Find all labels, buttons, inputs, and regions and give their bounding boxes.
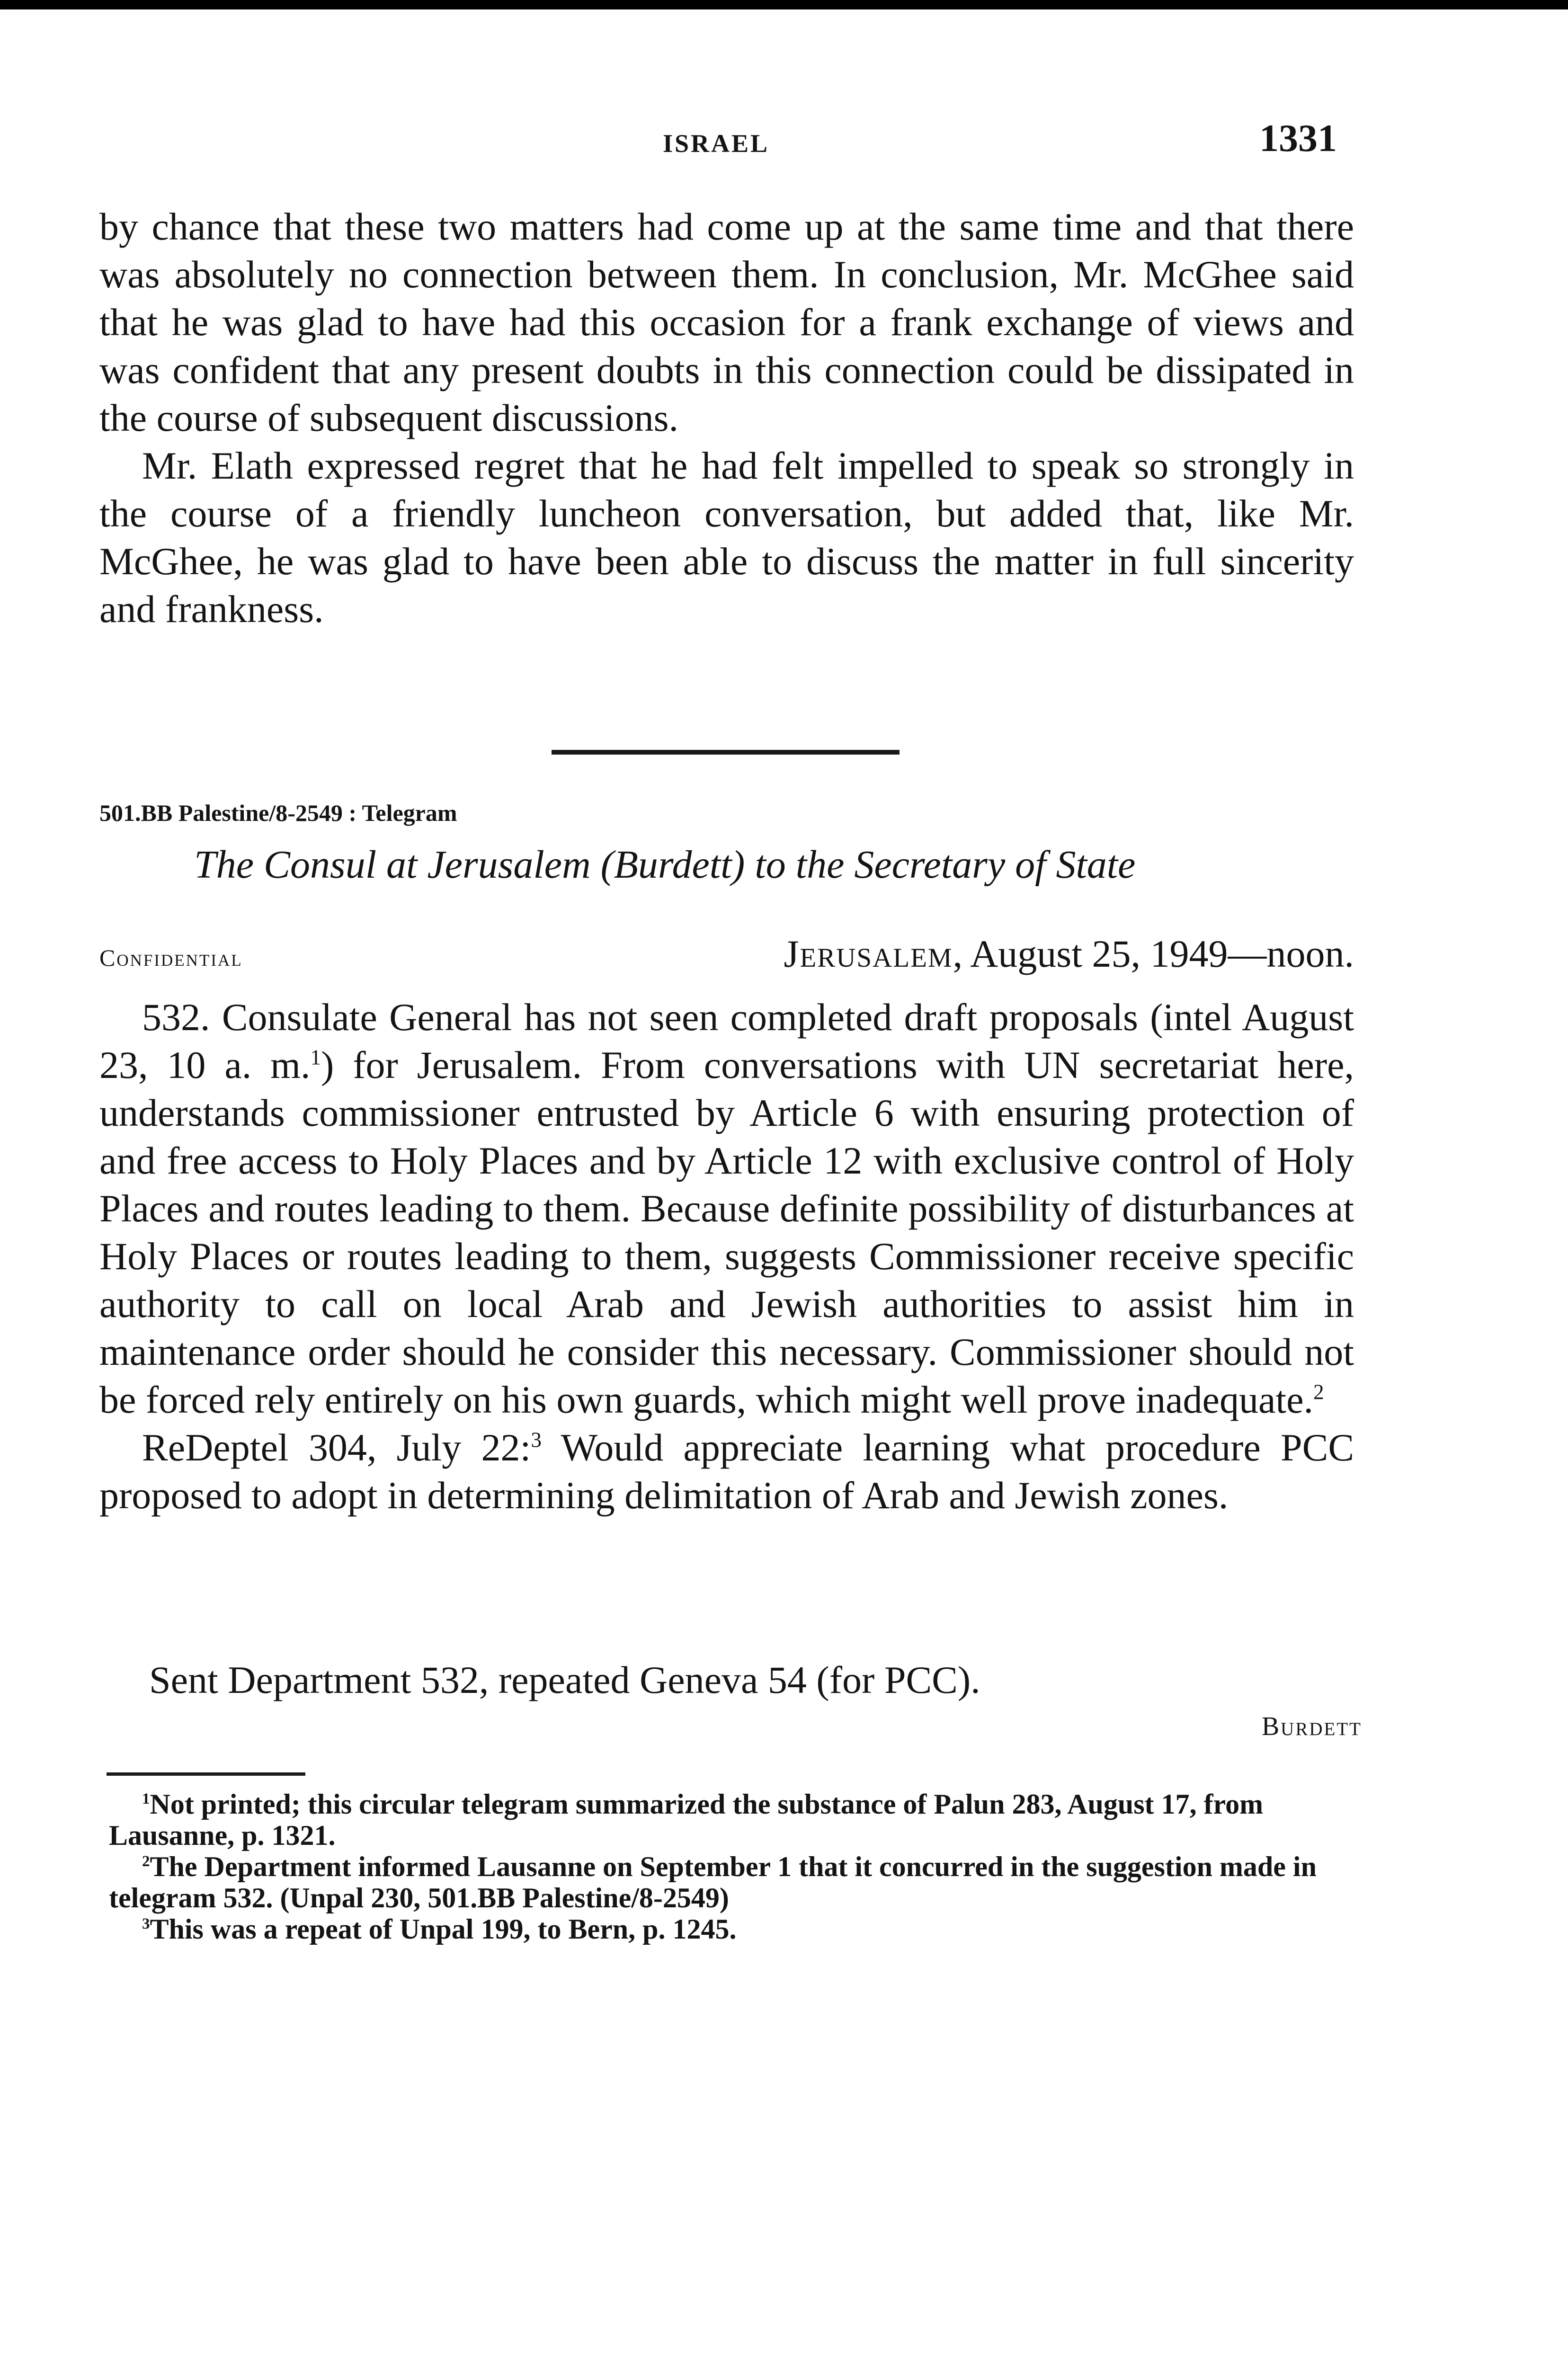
paragraph: Mr. Elath expressed regret that he had felt impelled to speak so strongly in the course of a friendly luncheon conversation, but added that, like Mr. McGhee, he was glad to have been able to discuss the matter in full sincerity and frankness. xyxy=(99,444,1354,631)
footnote xyxy=(109,1789,1363,1851)
footnote-mark: 1 xyxy=(142,1790,150,1807)
footnote xyxy=(109,1851,1363,1913)
dateline xyxy=(784,932,1354,976)
classification-label: Confidential xyxy=(99,944,243,971)
paragraph: by chance that these two matters had come up at the same time and that there was absolutely no connection between them. In conclusion, Mr. McGhee said that he was glad to have had this occasion for a frank exchange of views and was confident that any present doubts in this connection could be dissipated in the course of subsequent discussions. xyxy=(99,205,1354,439)
footnote-rule xyxy=(107,1772,305,1776)
paragraph xyxy=(99,993,1354,1424)
footnote-ref: 2 xyxy=(1313,1380,1324,1404)
paragraph xyxy=(99,1424,1354,1519)
footnote-ref: 1 xyxy=(310,1045,321,1069)
paragraph-text: ) for Jerusalem. From conversations with UN secretariat here, understands commissioner entrusted by Article 6 with ensuring protection of and free access to Holy Places and by Article 12 with exclusive control of Holy Places and routes leading to them. Because definite possibility of disturbances at Holy Places or routes leading to them, suggests Commissioner receive specific authority to call on local Arab and Jewish authorities to assist him in maintenance order should he consider this necessary. Commissioner should not be forced rely entirely on his own guards, which might well prove inadequate. xyxy=(99,1043,1354,1421)
paragraph-text: 532. Consulate General has not seen completed draft proposals (intel August 23, 10 a. m. xyxy=(99,996,1354,1086)
footnotes xyxy=(109,1789,1363,1945)
file-reference: 501.BB Palestine/8-2549 : Telegram xyxy=(99,800,457,826)
footnote-text: The Department informed Lausanne on September 1 that it concurred in the suggestion made in telegram 532. (Unpal 230, 501.BB Palestine/8-2549) xyxy=(109,1851,1317,1913)
footnote-text: This was a repeat of Unpal 199, to Bern, p. 1245. xyxy=(150,1913,737,1945)
footnote-text: Not printed; this circular telegram summarized the substance of Palun 283, August 17, from Lausanne, p. 1321. xyxy=(109,1789,1264,1851)
telegram-body xyxy=(99,993,1354,1519)
page-number: 1331 xyxy=(1259,116,1337,160)
signature: Burdett xyxy=(1261,1712,1362,1741)
section-separator xyxy=(552,750,900,755)
paragraph-text: Would appreciate learning what procedure PCC proposed to adopt in determining delimitation of Arab and Jewish zones. xyxy=(99,1426,1354,1517)
document-title: The Consul at Jerusalem (Burdett) to the Secretary of State xyxy=(194,843,1136,887)
footnote-ref: 3 xyxy=(531,1428,542,1452)
footnote-mark: 3 xyxy=(142,1915,150,1932)
dateline-date: , August 25, 1949—noon. xyxy=(953,932,1354,975)
continuation-text xyxy=(99,203,1354,633)
paragraph-text: ReDeptel 304, July 22: xyxy=(142,1426,531,1469)
dateline-place: Jerusalem xyxy=(784,932,953,975)
footnote-mark: 2 xyxy=(142,1853,150,1870)
running-head: ISRAEL xyxy=(663,129,770,158)
footnote xyxy=(109,1913,1363,1945)
top-edge-rule xyxy=(0,0,1568,9)
sent-line: Sent Department 532, repeated Geneva 54 (for PCC). xyxy=(149,1658,980,1701)
